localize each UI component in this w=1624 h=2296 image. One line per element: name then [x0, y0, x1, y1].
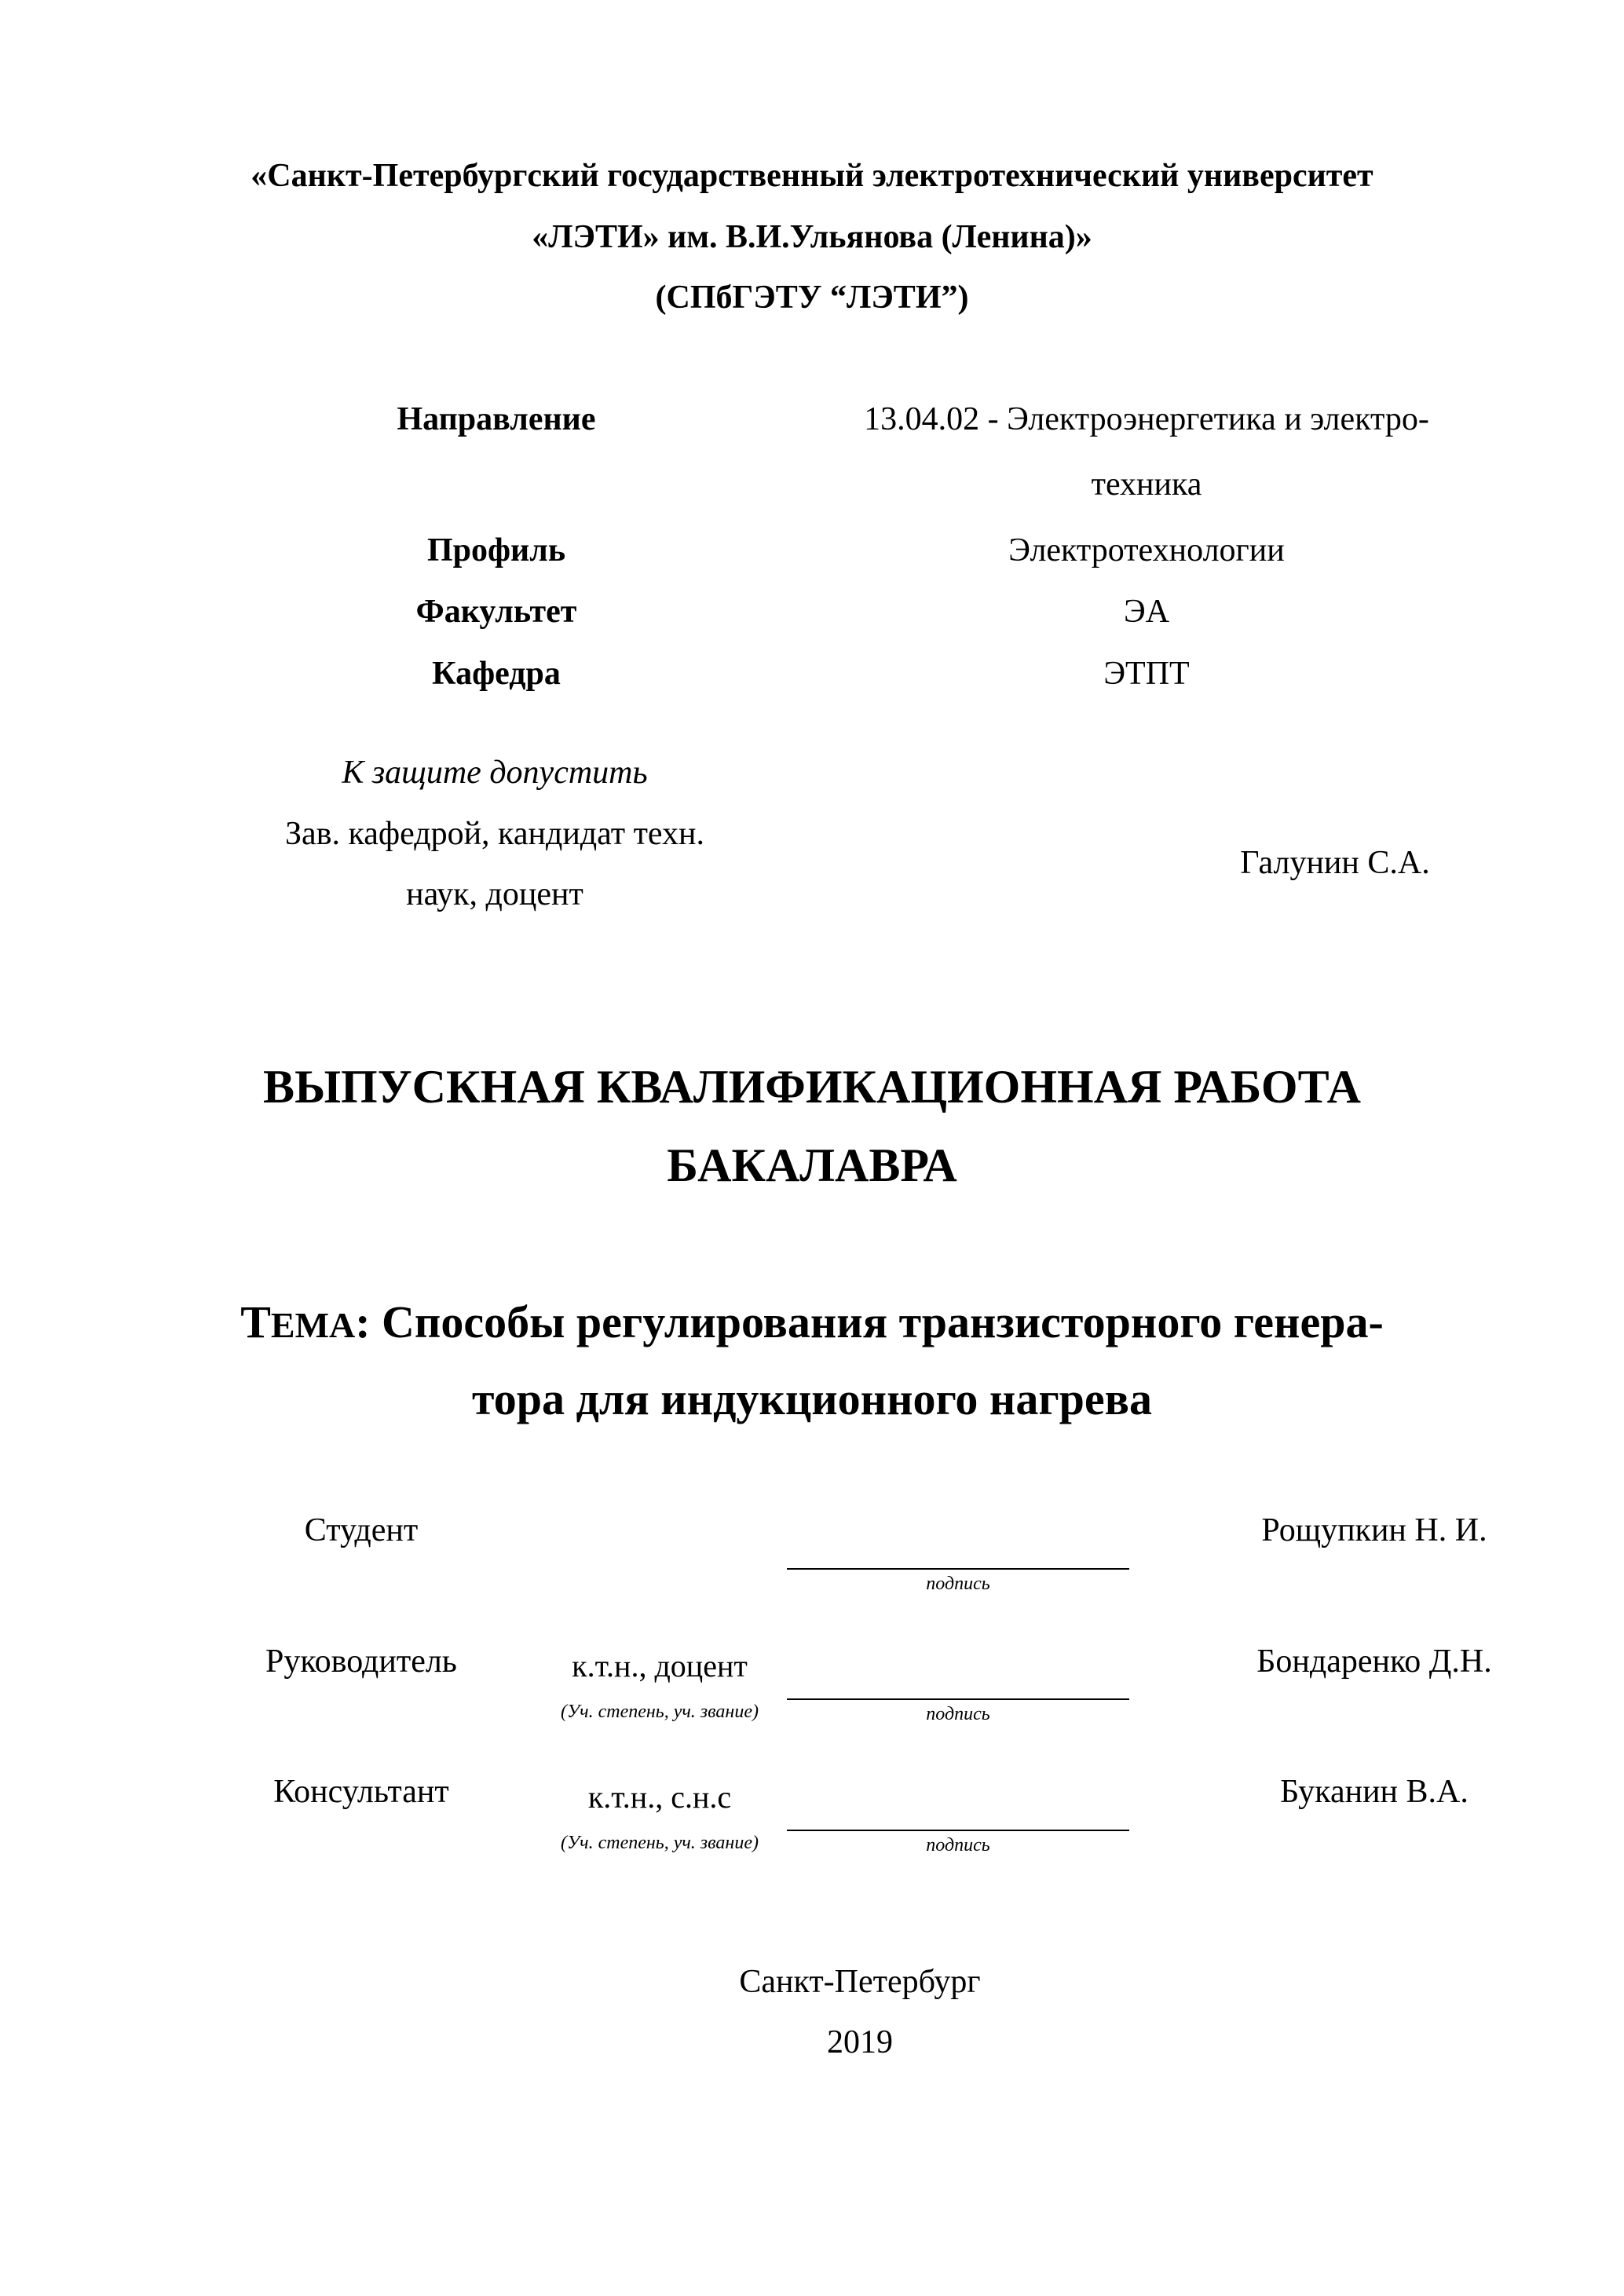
consultant-name: Буканин В.А.: [1280, 1774, 1469, 1810]
consultant-signature-line: [787, 1830, 1129, 1831]
work-title-line1: ВЫПУСКНАЯ КВАЛИФИКАЦИОННАЯ РАБОТА: [263, 1061, 1361, 1113]
topic-line2: тора для индукционного нагрева: [472, 1373, 1152, 1424]
consultant-label: Консультант: [273, 1774, 449, 1810]
head-title-line1: Зав. кафедрой, кандидат техн.: [284, 816, 704, 852]
profile-value: Электротехнологии: [1008, 532, 1285, 569]
university-name-line1: «Санкт-Петербургский государственный электротехнический университет: [251, 158, 1373, 194]
university-name-line2: «ЛЭТИ» им. В.И.Ульянова (Ленина)»: [532, 219, 1092, 255]
consultant-degree: к.т.н., с.н.с: [587, 1779, 732, 1815]
supervisor-degree: к.т.н., доцент: [572, 1648, 748, 1684]
supervisor-label: Руководитель: [265, 1643, 457, 1680]
profile-label: Профиль: [426, 532, 566, 569]
topic-line1: [0, 1296, 1624, 1348]
supervisor-signature-line: [787, 1698, 1129, 1700]
topic-text-line1: : Способы регулирования транзисторного генера-: [355, 1296, 1384, 1347]
university-abbreviation: (СПбГЭТУ “ЛЭТИ”): [655, 280, 969, 316]
direction-value-line1: 13.04.02 - Электроэнергетика и электро-: [864, 401, 1429, 437]
direction-value-line2: техника: [1091, 466, 1202, 503]
city: Санкт-Петербург: [739, 1964, 981, 2000]
supervisor-degree-caption: (Уч. степень, уч. звание): [561, 1702, 759, 1722]
supervisor-name: Бондаренко Д.Н.: [1256, 1643, 1492, 1680]
faculty-value: ЭА: [1123, 594, 1170, 630]
consultant-signature-caption: подпись: [926, 1835, 990, 1855]
department-label: Кафедра: [432, 656, 561, 692]
admit-to-defense: К защите допустить: [342, 755, 648, 791]
student-signature-line: [787, 1568, 1129, 1570]
head-name: Галунин С.А.: [1240, 845, 1430, 881]
supervisor-signature-caption: подпись: [926, 1704, 990, 1724]
direction-label: Направление: [397, 401, 596, 437]
student-label: Студент: [304, 1512, 419, 1548]
work-title-line2: БАКАЛАВРА: [667, 1139, 957, 1191]
faculty-label: Факультет: [415, 594, 577, 630]
topic-prefix-rest: ЕМА: [270, 1305, 356, 1345]
student-signature-caption: подпись: [926, 1574, 990, 1594]
head-title-line2: наук, доцент: [406, 876, 583, 912]
topic-prefix-first: Т: [240, 1296, 271, 1347]
consultant-degree-caption: (Уч. степень, уч. звание): [561, 1833, 759, 1853]
year: 2019: [827, 2024, 893, 2060]
department-value: ЭТПТ: [1103, 656, 1190, 692]
student-name: Рощупкин Н. И.: [1261, 1512, 1487, 1548]
